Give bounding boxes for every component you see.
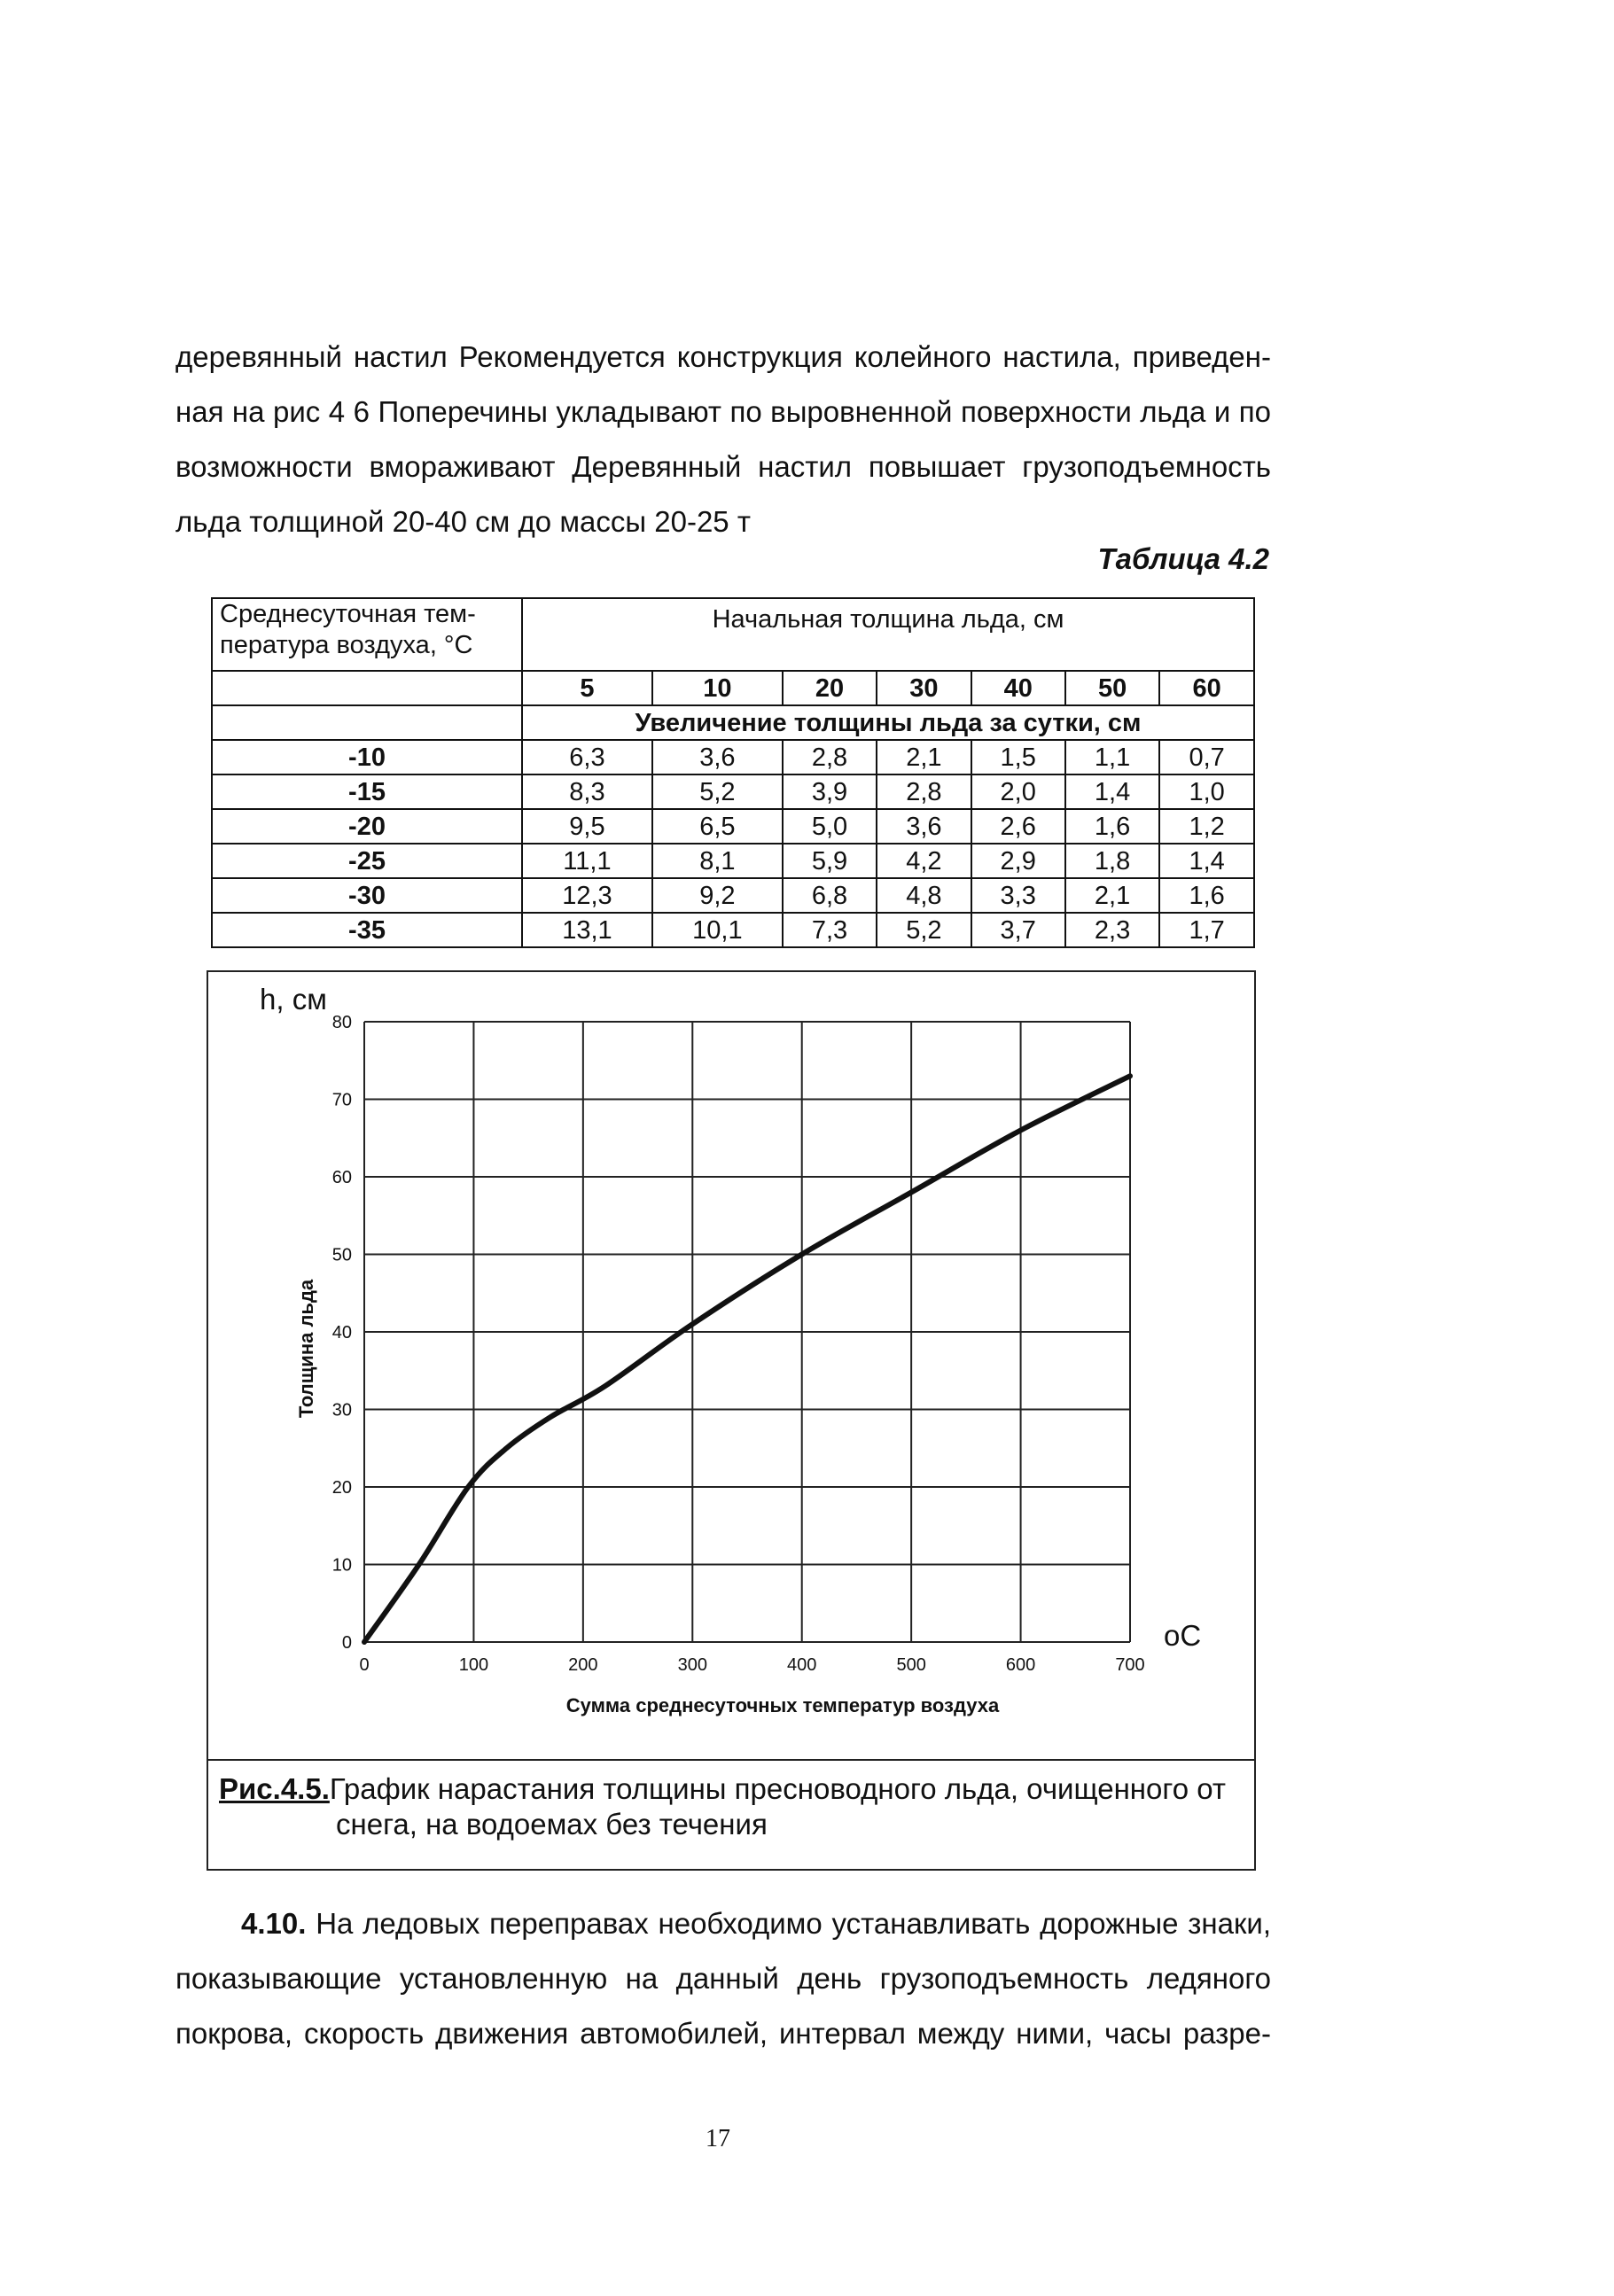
table-row (212, 878, 1254, 913)
paragraph-bottom (175, 1896, 1271, 2061)
table-thickness-row (212, 671, 1254, 705)
table-row (212, 913, 1254, 947)
increase-cell: 10,1 (652, 913, 783, 947)
increase-cell: 1,4 (1159, 844, 1254, 878)
x-axis-label: Сумма среднесуточных температур воздуха (565, 1694, 1000, 1716)
y-tick-label: 20 (331, 1478, 352, 1498)
increase-cell: 3,7 (971, 913, 1065, 947)
thickness-column: 50 (1065, 671, 1159, 705)
increase-cell: 1,0 (1159, 774, 1254, 809)
figure-divider (208, 1759, 1254, 1761)
x-tick-label: 700 (1115, 1655, 1145, 1675)
y-tick-label: 30 (331, 1400, 352, 1420)
page-number: 17 (706, 2125, 730, 2152)
y-tick-label: 40 (331, 1323, 352, 1343)
paragraph-line (175, 1896, 1271, 1951)
paragraph-line: показывающие установленную на данный день грузоподъемность ледяного (175, 1962, 1271, 1995)
thickness-column: 40 (971, 671, 1065, 705)
increase-cell: 1,4 (1065, 774, 1159, 809)
temperature-cell: -35 (212, 913, 522, 947)
y-axis-label: Толщина льда (295, 1279, 317, 1419)
figure-caption (219, 1771, 1238, 1842)
table-row (212, 774, 1254, 809)
increase-cell: 2,9 (971, 844, 1065, 878)
empty-cell (212, 671, 522, 705)
paragraph-line: возможности вмораживают Деревянный настил повышает грузоподъемность (175, 450, 1271, 483)
increase-cell: 2,1 (1065, 878, 1159, 913)
header-temperature: Среднесуточная тем-пература воздуха, °C (212, 598, 522, 671)
paragraph-top (175, 330, 1271, 549)
figure-caption-line1: График нарастания толщины пресноводного льда, очищенного от (329, 1772, 1226, 1805)
increase-cell: 1,8 (1065, 844, 1159, 878)
y-tick-label: 70 (331, 1090, 352, 1110)
x-tick-label: 200 (568, 1655, 598, 1675)
increase-cell: 6,3 (522, 740, 652, 774)
increase-cell: 11,1 (522, 844, 652, 878)
y-tick-label: 60 (331, 1168, 352, 1187)
thickness-column: 5 (522, 671, 652, 705)
paragraph-line: льда толщиной 20-40 см до массы 20-25 т (175, 505, 751, 538)
chart-ticks (332, 1013, 1145, 1675)
increase-cell: 5,0 (783, 809, 877, 844)
temperature-cell: -25 (212, 844, 522, 878)
increase-cell: 4,2 (877, 844, 971, 878)
increase-cell: 2,3 (1065, 913, 1159, 947)
increase-cell: 2,1 (877, 740, 971, 774)
table-row (212, 740, 1254, 774)
increase-cell: 2,6 (971, 809, 1065, 844)
ice-growth-table (211, 597, 1255, 948)
increase-cell: 2,8 (783, 740, 877, 774)
x-tick-label: 0 (359, 1655, 370, 1675)
temperature-cell: -20 (212, 809, 522, 844)
increase-cell: 7,3 (783, 913, 877, 947)
increase-cell: 3,6 (652, 740, 783, 774)
table-caption: Таблица 4.2 (1097, 542, 1269, 575)
thickness-column: 60 (1159, 671, 1254, 705)
increase-cell: 9,5 (522, 809, 652, 844)
increase-cell: 5,9 (783, 844, 877, 878)
increase-cell: 1,2 (1159, 809, 1254, 844)
table-header-row (212, 598, 1254, 671)
increase-cell: 12,3 (522, 878, 652, 913)
increase-cell: 6,8 (783, 878, 877, 913)
y-tick-label: 50 (331, 1245, 352, 1265)
increase-cell: 8,1 (652, 844, 783, 878)
chart-grid (364, 1022, 1130, 1642)
increase-cell: 1,7 (1159, 913, 1254, 947)
x-tick-label: 100 (458, 1655, 489, 1675)
increase-cell: 1,1 (1065, 740, 1159, 774)
table-body (212, 740, 1254, 947)
increase-cell: 9,2 (652, 878, 783, 913)
y-axis-top-label: h, см (260, 983, 327, 1016)
increase-cell: 6,5 (652, 809, 783, 844)
increase-cell: 5,2 (877, 913, 971, 947)
increase-cell: 5,2 (652, 774, 783, 809)
subheader-daily-increase: Увеличение толщины льда за сутки, см (522, 705, 1254, 740)
thickness-column: 10 (652, 671, 783, 705)
increase-cell: 1,5 (971, 740, 1065, 774)
ice-thickness-curve (364, 1076, 1130, 1642)
temperature-cell: -10 (212, 740, 522, 774)
thickness-column: 30 (877, 671, 971, 705)
paragraph-line: ная на рис 4 6 Поперечины укладывают по выровненной поверхности льда и по (175, 395, 1271, 428)
empty-cell (212, 705, 522, 740)
figure-number: Рис.4.5. (219, 1772, 330, 1805)
header-initial-thickness: Начальная толщина льда, см (522, 598, 1254, 671)
x-axis-unit: оС (1164, 1619, 1202, 1652)
table-subheader-row (212, 705, 1254, 740)
paragraph-line: покрова, скорость движения автомобилей, интервал между ними, часы разре- (175, 2017, 1271, 2050)
paragraph-line: деревянный настил Рекомендуется конструкция колейного настила, приведен- (175, 340, 1271, 373)
increase-cell: 13,1 (522, 913, 652, 947)
figure-caption-line2: снега, на водоемах без течения (336, 1808, 768, 1841)
section-number: 4.10. (241, 1907, 307, 1940)
y-tick-label: 0 (341, 1633, 352, 1653)
temperature-cell: -30 (212, 878, 522, 913)
increase-cell: 3,9 (783, 774, 877, 809)
figure-box (207, 970, 1256, 1871)
temperature-cell: -15 (212, 774, 522, 809)
increase-cell: 1,6 (1159, 878, 1254, 913)
table-row (212, 844, 1254, 878)
y-tick-label: 10 (331, 1555, 352, 1576)
increase-cell: 8,3 (522, 774, 652, 809)
table-row (212, 809, 1254, 844)
increase-cell: 4,8 (877, 878, 971, 913)
ice-thickness-chart (208, 972, 1254, 1757)
increase-cell: 2,0 (971, 774, 1065, 809)
increase-cell: 2,8 (877, 774, 971, 809)
increase-cell: 1,6 (1065, 809, 1159, 844)
paragraph-line-text: На ледовых переправах необходимо устанавливать дорожные знаки, (306, 1907, 1271, 1940)
x-tick-label: 600 (1005, 1655, 1036, 1675)
x-tick-label: 400 (787, 1655, 817, 1675)
x-tick-label: 500 (896, 1655, 926, 1675)
thickness-column: 20 (783, 671, 877, 705)
y-tick-label: 80 (331, 1013, 352, 1032)
increase-cell: 0,7 (1159, 740, 1254, 774)
increase-cell: 3,3 (971, 878, 1065, 913)
increase-cell: 3,6 (877, 809, 971, 844)
x-tick-label: 300 (677, 1655, 707, 1675)
